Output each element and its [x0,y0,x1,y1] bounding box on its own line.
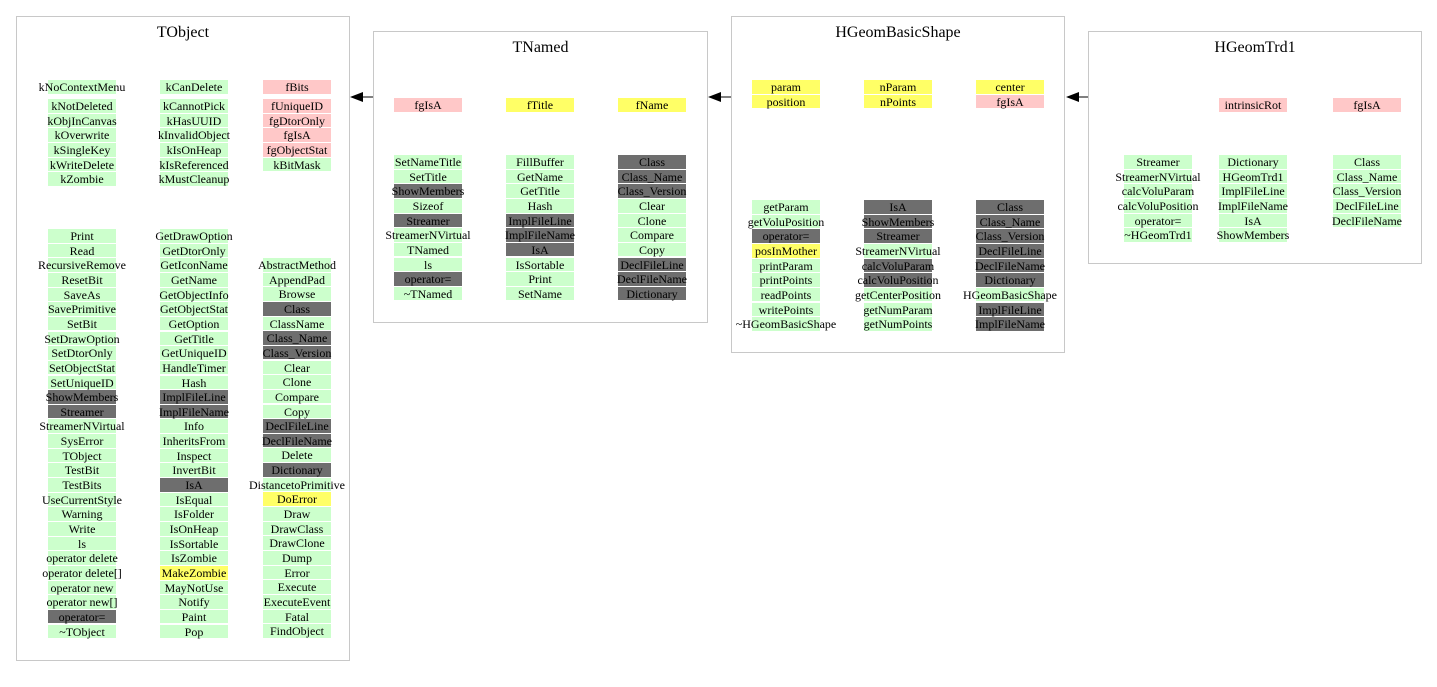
member-label: TNamed [407,242,449,257]
member-label: GetDtorOnly [162,243,226,258]
member-label: Streamer [60,404,104,419]
member-label: StreamerNVirtual [39,419,125,434]
member-label: AppendPad [269,272,325,287]
member-label: kOverwrite [54,128,110,143]
member-label: operator new [50,580,114,595]
member-label: Class [996,200,1023,214]
member-label: Class_Name [979,214,1041,229]
member-label: SetObjectStat [49,360,115,375]
member-label: getVoluPosition [747,214,825,229]
member-label: Sizeof [412,198,444,213]
member-label: IsEqual [175,492,213,507]
member-label: Dictionary [271,463,323,478]
member-label: Streamer [1136,155,1180,169]
member-label: ShowMembers [45,390,119,405]
member-label: InheritsFrom [162,434,226,449]
member-label: printParam [759,258,813,273]
member-label: fTitle [526,98,554,112]
member-label: ~TNamed [403,286,453,301]
member-label: Warning [61,507,103,522]
member-label: fgIsA [1353,98,1381,112]
member-label: calcVoluParam [861,258,935,273]
member-label: operator= [404,272,452,287]
member-label: ~TObject [59,624,105,639]
member-label: ls [423,257,432,272]
member-label: GetObjectInfo [159,287,229,302]
member-label: IsA [889,200,907,214]
member-label: StreamerNVirtual [385,228,471,243]
member-label: ~HGeomBasicShape [735,317,837,332]
member-label: readPoints [760,287,812,302]
member-label: ShowMembers [391,184,465,199]
member-label: kObjInCanvas [47,113,117,128]
member-label: Draw [283,507,311,522]
member-label: Streamer [406,213,450,228]
member-label: operator= [762,229,810,244]
member-label: calcVoluPosition [1117,198,1199,213]
member-label: center [995,80,1025,94]
member-label: GetName [517,169,563,184]
member-label: fBits [285,80,309,94]
member-label: Browse [278,287,316,302]
member-label: IsA [1244,213,1262,228]
member-label: Clone [637,213,667,228]
member-label: param [771,80,801,94]
member-label: Class_Version [975,229,1045,244]
member-label: ls [77,536,86,551]
member-label: RecursiveRemove [38,258,126,273]
member-label: SetTitle [409,169,447,184]
member-label: kBitMask [273,157,321,172]
member-label: Clear [639,198,665,213]
member-label: GetIconName [160,258,228,273]
member-label: fgIsA [996,94,1024,109]
member-label: SavePrimitive [48,302,116,317]
member-label: Class [1353,155,1380,169]
member-label: IsFolder [174,507,214,522]
member-label: kCanDelete [165,80,223,94]
member-label: Compare [630,228,674,243]
member-label: DrawClass [270,521,324,536]
member-label: Pop [184,624,204,639]
member-label: DrawClone [269,536,325,551]
member-label: ResetBit [61,272,103,287]
member-label: kIsOnHeap [166,142,222,157]
member-label: SaveAs [63,287,101,302]
member-label: SetUniqueID [50,375,114,390]
member-label: Error [284,565,310,580]
member-label: IsSortable [169,536,219,551]
member-label: TestBits [62,478,102,493]
member-label: Class_Name [266,331,328,346]
member-label: Paint [181,609,207,624]
inheritance-arrow [350,92,373,102]
inheritance-arrow [708,92,731,102]
member-label: GetUniqueID [161,346,227,361]
member-label: Dictionary [1227,155,1279,169]
member-label: UseCurrentStyle [42,492,122,507]
member-label: getNumPoints [863,317,933,332]
member-label: AbstractMethod [258,258,336,272]
member-label: MakeZombie [161,565,227,580]
member-label: kSingleKey [53,142,111,157]
member-label: kCannotPick [163,99,225,113]
member-label: Class_Name [621,169,683,184]
member-label: GetOption [168,316,220,331]
member-label: getParam [763,200,809,214]
member-label: Class_Version [1332,184,1402,199]
member-label: DeclFileLine [1335,198,1399,213]
member-label: ShowMembers [1216,228,1290,243]
member-label: fgIsA [414,98,442,112]
member-label: GetTitle [174,331,214,346]
inheritance-arrow [1066,92,1088,102]
member-label: Class_Version [617,184,687,199]
member-label: InvertBit [172,463,216,478]
member-label: ImplFileLine [508,213,572,228]
member-label: Delete [281,448,313,463]
member-label: GetTitle [520,184,560,199]
class-title: TObject [156,24,210,41]
member-label: IsOnHeap [169,522,219,536]
member-label: printPoints [759,273,813,288]
member-label: writePoints [758,302,814,317]
member-label: Notify [178,595,210,610]
member-label: ImplFileName [505,228,575,243]
member-label: DeclFileName [1332,213,1402,228]
member-label: ExecuteEvent [263,594,331,609]
member-label: fUniqueID [271,99,323,113]
member-label: ~HGeomTrd1 [1124,228,1192,243]
member-label: Inspect [176,448,212,463]
member-label: fgIsA [283,128,311,143]
member-label: IsZombie [171,551,217,566]
member-label: ImplFileLine [1221,184,1285,199]
member-label: operator new[] [46,595,118,610]
member-label: kIsReferenced [159,157,229,172]
member-label: operator delete[] [42,565,122,580]
class-title: HGeomBasicShape [835,24,961,41]
member-label: IsA [185,478,203,493]
member-label: SetBit [66,316,97,331]
member-label: DoError [277,492,317,507]
member-label: SetDtorOnly [51,346,113,361]
member-label: GetName [171,272,217,287]
member-label: IsA [531,242,549,257]
member-label: ImplFileName [159,404,229,419]
member-label: ImplFileName [975,317,1045,332]
member-label: StreamerNVirtual [1115,169,1201,184]
member-label: Execute [277,580,317,595]
member-label: Info [184,419,204,434]
member-label: operator delete [46,551,118,566]
member-label: Read [69,243,95,258]
member-label: Class [638,155,665,169]
member-label: kMustCleanup [158,172,230,187]
member-label: MayNotUse [164,580,224,595]
member-label: DeclFileLine [978,243,1042,258]
member-label: Dictionary [626,286,678,301]
member-label: SysError [60,434,104,449]
member-label: FindObject [270,624,324,639]
member-label: TestBit [64,463,100,478]
member-label: ImplFileLine [162,390,226,405]
member-label: Write [68,522,96,536]
member-label: Hash [527,198,553,213]
member-label: intrinsicRot [1224,98,1282,112]
member-label: ClassName [269,316,325,331]
member-label: kZombie [60,172,104,187]
member-label: Class_Version [262,345,332,360]
member-label: Class_Name [1336,169,1398,184]
member-label: Streamer [876,229,920,244]
member-label: Copy [638,242,665,257]
member-label: position [766,94,806,109]
member-label: GetDrawOption [155,229,233,243]
member-label: Print [70,229,94,243]
member-label: Class [283,301,310,316]
member-label: kInvalidObject [158,128,230,143]
member-label: ImplFileLine [978,302,1042,317]
member-label: kHasUUID [166,113,222,128]
member-label: kWriteDelete [49,157,115,172]
member-label: FillBuffer [516,155,564,169]
member-label: fName [635,98,669,112]
member-label: ImplFileName [1218,198,1288,213]
member-label: Dump [282,551,312,565]
member-label: fgDtorOnly [269,113,325,128]
member-label: SetNameTitle [394,155,462,169]
member-label: ShowMembers [861,214,935,229]
member-label: SetName [518,286,562,301]
member-label: IsSortable [515,257,565,272]
member-label: Dictionary [984,273,1036,288]
member-label: fgObjectStat [266,142,328,157]
member-label: operator= [1134,213,1182,228]
member-label: kNotDeleted [51,99,113,113]
member-label: DeclFileName [975,258,1045,273]
member-label: HGeomBasicShape [963,287,1057,302]
member-label: getCenterPosition [855,287,941,302]
member-label: posInMother [755,243,817,258]
member-label: operator= [58,609,106,624]
member-label: Clear [284,360,310,375]
member-label: DeclFileName [262,433,332,448]
member-label: Fatal [285,609,309,624]
member-label: HandleTimer [162,360,226,375]
member-label: DeclFileLine [265,419,329,434]
class-title: HGeomTrd1 [1214,39,1296,56]
member-label: calcVoluPosition [857,273,939,288]
member-label: StreamerNVirtual [855,243,941,258]
member-label: Copy [283,404,310,419]
member-label: DeclFileLine [620,257,684,272]
member-label: DeclFileName [617,272,687,287]
member-label: Compare [275,389,319,404]
member-label: HGeomTrd1 [1222,169,1284,184]
member-label: TObject [62,448,102,463]
member-label: calcVoluParam [1121,184,1195,199]
member-label: getNumParam [863,302,933,317]
member-label: Print [528,272,552,287]
member-label: GetObjectStat [160,302,228,317]
member-label: DistancetoPrimitive [249,477,345,492]
member-label: kNoContextMenu [38,80,126,94]
class-title: TNamed [512,39,569,56]
member-label: Hash [181,375,207,390]
member-label: nParam [879,80,917,94]
member-label: SetDrawOption [44,331,120,346]
member-label: nPoints [879,94,916,109]
member-label: Clone [282,375,312,390]
